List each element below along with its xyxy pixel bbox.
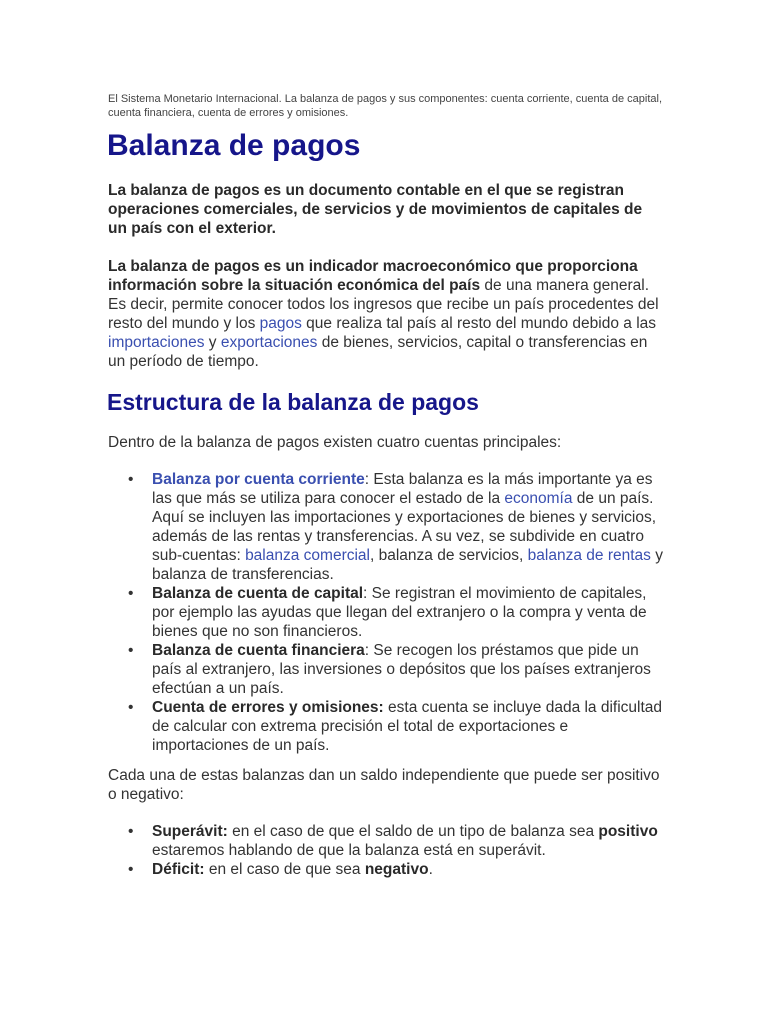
accounts-intro-paragraph: Dentro de la balanza de pagos existen cuatro cuentas principales: xyxy=(108,434,562,451)
list-item-label: Balanza de cuenta financiera xyxy=(152,642,365,659)
bullet: • xyxy=(128,823,134,840)
list-item xyxy=(108,698,663,755)
exportaciones-link[interactable]: exportaciones xyxy=(220,334,318,351)
indicator-text-5: y xyxy=(204,334,221,351)
list-item xyxy=(108,822,663,860)
indicator-paragraph xyxy=(108,257,663,371)
bullet: • xyxy=(128,699,134,716)
cuenta-corriente-link[interactable]: Balanza por cuenta corriente xyxy=(152,471,365,488)
list-item-text: en el caso de que el saldo de un tipo de balanza sea xyxy=(227,823,599,840)
balanza-rentas-link[interactable]: balanza de rentas xyxy=(527,547,651,564)
indicator-text-1: La balanza de pagos es un indicador xyxy=(108,258,383,275)
list-item-bold: positivo xyxy=(598,823,658,840)
list-item-text: estaremos hablando de que la balanza está en superávit. xyxy=(152,842,546,859)
page-title: Balanza de pagos xyxy=(107,129,361,162)
macroeconomico-link[interactable]: macroeconómico xyxy=(382,258,512,275)
list-item-text: : Se recogen los préstamos que pide un país al extranjero, las inversiones o depósitos que los países extranjeros efectúan a un país. xyxy=(152,642,651,697)
list-item-text: y balanza de transferencias. xyxy=(152,547,663,583)
section-heading-estructura: Estructura de la balanza de pagos xyxy=(107,389,479,415)
list-item-text: en el caso de que sea xyxy=(204,861,365,878)
intro-paragraph: La balanza de pagos es un documento contable en el que se registran operaciones comerciales, de servicios y de movimientos de capitales de un país con el exterior. xyxy=(108,182,643,237)
list-item-label: Déficit: xyxy=(152,861,205,878)
bullet: • xyxy=(128,585,134,602)
list-item-text: de un país. Aquí se incluyen las importaciones y exportaciones de bienes y servicios, además de las rentas y transferencias. A su vez, se subdivide en cuatro sub-cuentas: xyxy=(152,490,657,564)
list-item-text: : Se registran el movimiento de capitales, por ejemplo las ayudas que llegan del extranjero o la compra y venta de bienes que no son financieros. xyxy=(152,585,647,640)
indicator-text-6: de bienes, servicios, capital o transferencias en un período de tiempo. xyxy=(108,334,648,370)
balances-list xyxy=(108,822,663,879)
document-caption: El Sistema Monetario Internacional. La balanza de pagos y sus componentes: cuenta corriente, cuenta de capital, cuenta financiera, cuenta de errores y omisiones. xyxy=(108,93,663,119)
accounts-list xyxy=(108,470,663,755)
list-item xyxy=(108,860,663,879)
list-item-label: Superávit: xyxy=(152,823,228,840)
balanza-comercial-link[interactable]: balanza comercial xyxy=(245,547,370,564)
list-item-text: , balanza de servicios, xyxy=(370,547,528,564)
bullet: • xyxy=(128,861,134,878)
bullet: • xyxy=(128,471,134,488)
list-item-text: esta cuenta se incluye dada la dificultad de calcular con extrema precisión el total de exportaciones e importaciones de un país. xyxy=(152,699,663,754)
balances-intro-paragraph: Cada una de estas balanzas dan un saldo independiente que puede ser positivo o negativo: xyxy=(108,767,660,803)
importaciones-link[interactable]: importaciones xyxy=(108,334,205,351)
indicator-text-2: que proporciona información sobre la situación económica del país xyxy=(108,258,638,294)
list-item-text: . xyxy=(428,861,433,878)
list-item-bold: negativo xyxy=(364,861,429,878)
economia-link[interactable]: economía xyxy=(504,490,573,507)
indicator-text-4: que realiza tal país al resto del mundo debido a las xyxy=(301,315,657,332)
list-item xyxy=(108,470,663,584)
list-item-text: : Esta balanza es la más importante ya es las que más se utiliza para conocer el estado de la xyxy=(152,471,653,507)
bullet: • xyxy=(128,642,134,659)
list-item-label: Cuenta de errores y omisiones: xyxy=(152,699,384,716)
indicator-text-3: de una manera general. Es decir, permite conocer todos los ingresos que recibe un país procedentes del resto del mundo y los xyxy=(108,277,659,332)
pagos-link[interactable]: pagos xyxy=(259,315,302,332)
list-item xyxy=(108,641,663,698)
list-item xyxy=(108,584,663,641)
list-item-label: Balanza de cuenta de capital xyxy=(152,585,364,602)
